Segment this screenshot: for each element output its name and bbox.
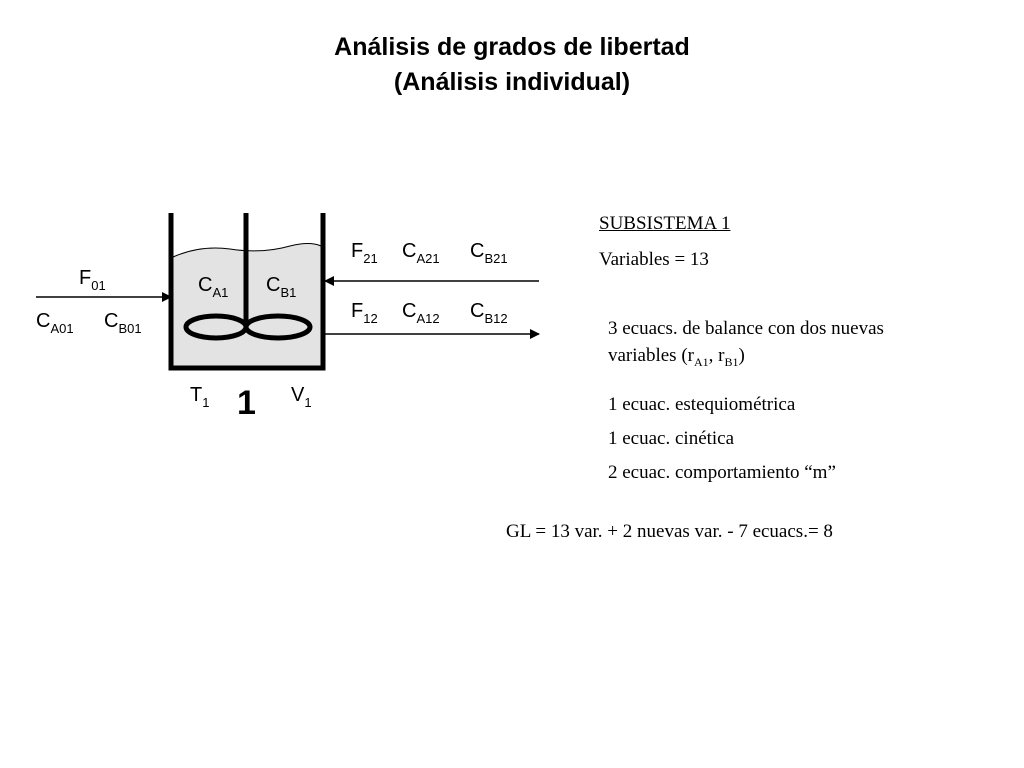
label-f12: $F_{12}$ [351, 300, 378, 326]
label-ca01: $C_{A01}$ [36, 310, 74, 336]
stoichiometric-equation: 1 ecuac. estequiométrica [608, 394, 796, 415]
title-line-1: Análisis de grados de libertad [334, 33, 690, 61]
label-cb21: $C_{B21}$ [470, 240, 508, 266]
kinetic-equation: 1 ecuac. cinética [608, 428, 735, 449]
label-f21: $F_{21}$ [351, 240, 378, 266]
degrees-of-freedom-result: GL = 13 var. + 2 nuevas var. - 7 ecuacs.= 8 [506, 521, 833, 542]
label-v1: $V_1$ [291, 384, 312, 410]
label-f01: $F_{01}$ [79, 267, 106, 293]
label-cb01: $C_{B01}$ [104, 310, 142, 336]
label-ca21: $C_{A21}$ [402, 240, 440, 266]
label-t1: $T_1$ [190, 384, 210, 410]
balance-equations-line-2: variables ($r_{A1}$, $r_{B1}$) [608, 345, 745, 369]
label-ca12: $C_{A12}$ [402, 300, 440, 326]
title-line-2: (Análisis individual) [393, 68, 631, 96]
label-ca1: $C_{A1}$ [198, 274, 229, 300]
subsystem-heading: SUBSISTEMA 1 [599, 213, 731, 234]
variables-count: Variables = 13 [599, 249, 709, 270]
label-cb1: $C_{B1}$ [266, 274, 297, 300]
behavior-equations: 2 ecuac. comportamiento “m” [608, 462, 836, 483]
unit-number: 1 [237, 384, 256, 422]
label-cb12: $C_{B12}$ [470, 300, 508, 326]
balance-equations-line-1: 3 ecuacs. de balance con dos nuevas [608, 318, 884, 339]
